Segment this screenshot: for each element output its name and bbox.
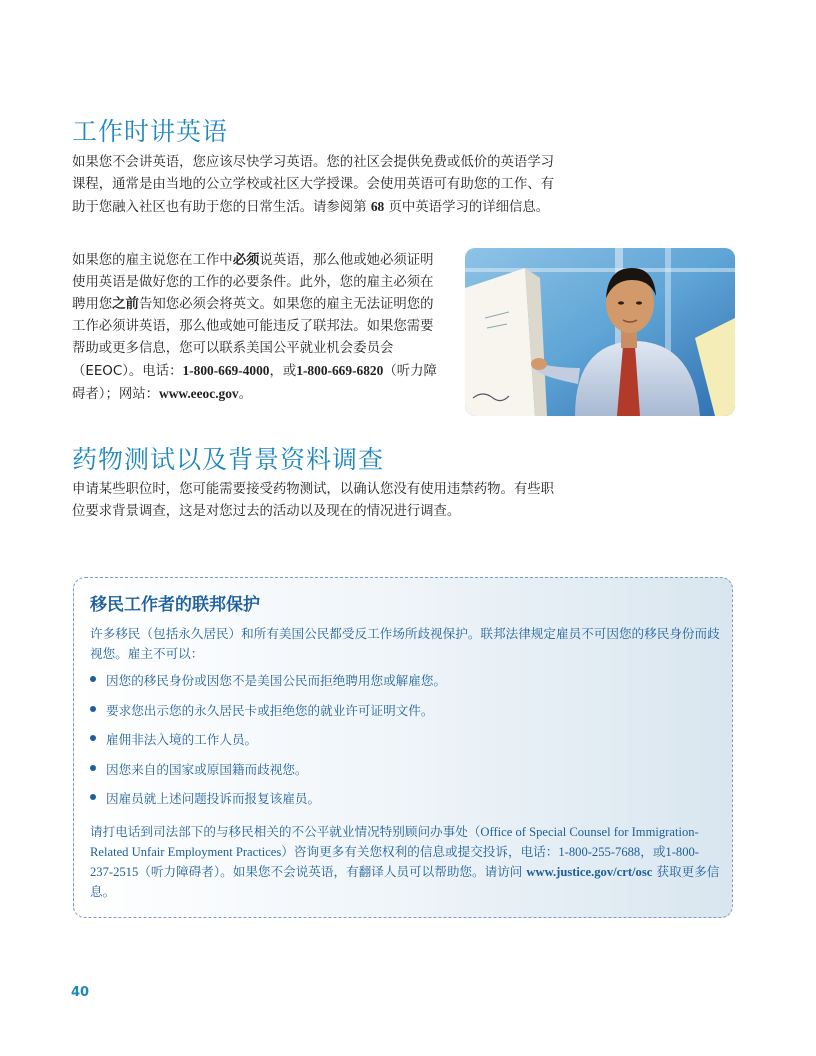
list-item — [86, 759, 446, 789]
text-employer: 雇主 — [125, 253, 153, 268]
text-segment: 说您在工作中 — [152, 253, 233, 268]
osc-phone: 1-800-255-7688 — [558, 845, 641, 859]
bullet-icon — [90, 676, 96, 682]
section-heading-drug-testing: 药物测试以及背景资料调查 — [72, 445, 385, 474]
list-item — [86, 788, 446, 818]
paragraph-drug-testing — [72, 479, 556, 523]
emphasis-before: 之前 — [112, 297, 139, 312]
list-item — [86, 700, 446, 730]
text-segment: ）咨询更多有关您权利的信息或提交投诉，电话： — [281, 844, 559, 859]
text-segment: （听力障碍者）；网站： — [72, 364, 437, 402]
text-segment: 。 — [238, 387, 253, 402]
bullet-icon — [90, 706, 96, 712]
text-segment: 请打电话到司法部下的与移民相关的不公平就业情况特别顾问办事处（ — [90, 824, 481, 839]
text-segment: 说英语，那么他或她必须证明使用英语是做好您的工作的必要条件。此外，您的 — [72, 253, 434, 290]
text-segment: 如果您的 — [72, 253, 126, 268]
eeoc-tty-phone: 1-800-669-6820 — [296, 363, 384, 378]
list-item — [86, 729, 446, 759]
box-intro: 许多移民（包括永久居民）和所有美国公民都受反工作场所歧视保护。联邦法律规定雇员不可因您的移民身份而歧视您。雇主不可以： — [90, 626, 720, 661]
bullet-icon — [90, 765, 96, 771]
section-heading-english: 工作时讲英语 — [72, 117, 229, 146]
photo-man-presenting — [465, 248, 735, 416]
list-item-text: 因您的移民身份或因您不是美国公民而拒绝聘用您或解雇您。 — [106, 673, 447, 688]
list-item-text: 雇佣非法入境的工作人员。 — [106, 732, 258, 748]
text-segment: ，或 — [269, 364, 297, 379]
text-segment: 告知您必须会将英文。如果您的 — [138, 297, 327, 312]
bullet-icon — [90, 794, 96, 800]
list-item-text: 因您来自的国家或原国籍而歧视您。 — [106, 761, 308, 777]
text-employer: 雇主 — [326, 297, 354, 312]
eeoc-phone: 1-800-669-4000 — [182, 363, 270, 378]
eeoc-website-link[interactable]: www.eeoc.gov — [159, 386, 239, 401]
osc-tty-phone: 1-800-237-2515 — [90, 845, 699, 879]
paragraph-text: 申请某些职位时，您可能需要接受药物测试，以确认您没有使用违禁药物。有些职位要求背景调查，这是对您过去的活动以及现在的情况进行调查。 — [72, 482, 555, 519]
list-item-text: 因雇员就上述问题投诉而报复该雇员。 — [106, 791, 321, 807]
box-title: 移民工作者的联邦保护 — [90, 595, 260, 615]
paragraph-learn-english — [72, 152, 556, 219]
text-segment: 必须在聘用您 — [72, 275, 434, 312]
osc-website-link[interactable]: www.justice.gov/crt/osc — [526, 865, 653, 879]
emphasis-must: 必须 — [232, 253, 260, 268]
page-number: 40 — [71, 985, 90, 1000]
office-name: Office of Special Counsel for Immigration-Related Unfair Employment Practices — [90, 825, 699, 859]
text-segment: 获取更多信息。 — [90, 864, 720, 899]
text-segment: ，或 — [640, 844, 666, 859]
paragraph-employer-english — [72, 250, 444, 406]
list-item-text: 要求您出示您的永久居民卡或拒绝您的就业许可证明文件。 — [106, 702, 434, 718]
text-segment: （听力障碍者）。如果您不会说英语，有翻译人员可以帮助您。请访问 — [138, 864, 523, 879]
paragraph-text-end: 页中英语学习的详细信息。 — [388, 200, 550, 215]
paragraph-text: 如果您不会讲英语，您应该尽快学习英语。您的社区会提供免费或低价的英语学习课程，通常是由当地的公立学校或社区大学授课。会使用英语可有助您的工作、有助于您融入社区也有助于您的日常生活。请参阅第 — [72, 155, 555, 215]
bullet-icon — [90, 735, 96, 741]
protection-list — [86, 670, 446, 818]
list-item — [86, 670, 446, 700]
page-reference: 68 — [370, 199, 385, 214]
info-box-federal-protection — [73, 577, 733, 918]
text-segment: 无法证明您的工作必须讲英语，那么他或她可能违反了联邦法。如果您需要帮助或更多信息，您可以联系美国公平就业机会委员会（EEOC）。电话： — [72, 297, 434, 379]
box-closing — [90, 822, 720, 902]
text-employer: 雇主 — [366, 275, 394, 290]
